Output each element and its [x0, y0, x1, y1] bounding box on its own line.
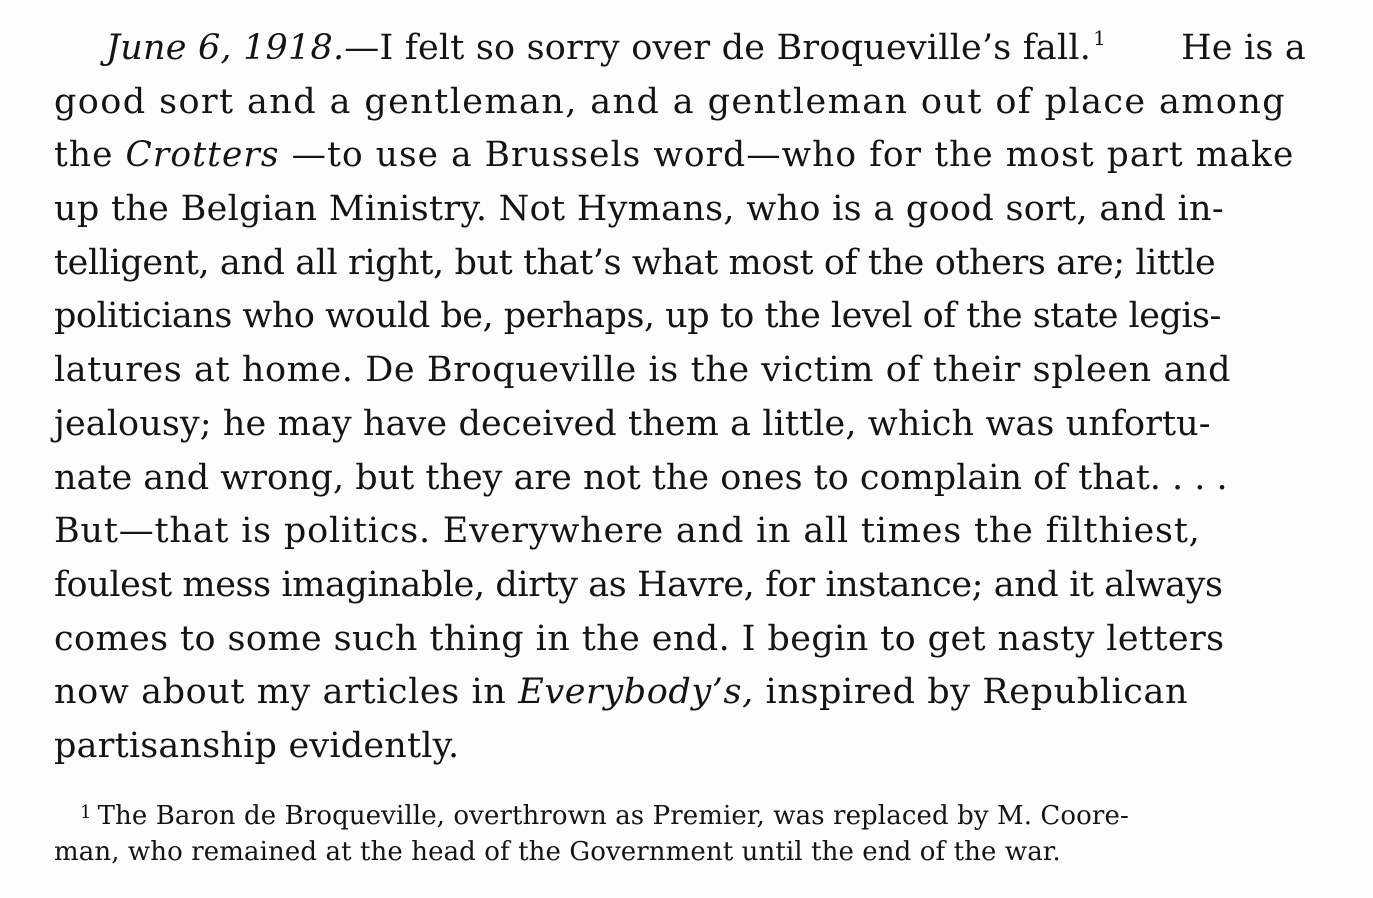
text-line-9	[54, 452, 1306, 506]
line-5-text: telligent, and all right, but that’s what most of the others are; little	[54, 242, 1216, 283]
footnote	[54, 798, 1306, 870]
line-3-lead: the	[54, 135, 114, 176]
line-10-text: But—that is politics. Everywhere and in all times the filthiest,	[54, 511, 1201, 552]
line-13-tail: inspired by Republican	[765, 672, 1189, 713]
text-line-4	[54, 183, 1306, 237]
line-13-text: now about my articles in	[54, 672, 507, 713]
text-line-5	[54, 237, 1306, 291]
crotters-word: Crotters	[125, 135, 280, 176]
text-line-7	[54, 344, 1306, 398]
line-12-text: comes to some such thing in the end. I begin to get nasty letters	[54, 618, 1225, 659]
line-9-text: nate and wrong, but they are not the ones to complain of that. . . .	[54, 457, 1228, 498]
footnote-line-1	[54, 798, 1306, 834]
footnote-line-1-text: The Baron de Broqueville, overthrown as Premier, was replaced by M. Coore-	[97, 801, 1129, 831]
text-line-11	[54, 559, 1306, 613]
line-7-text: latures at home. De Broqueville is the victim of their spleen and	[54, 350, 1232, 391]
text-line-10	[54, 505, 1306, 559]
line-3-content	[54, 129, 1294, 183]
line-3-text: —to use a Brussels word—who for the most part make	[279, 135, 1295, 176]
line-1-start	[106, 22, 1106, 76]
text-line-8	[54, 398, 1306, 452]
line-1-text: —I felt so sorry over de Broqueville’s fall.	[344, 28, 1092, 68]
text-line-13	[54, 666, 1306, 720]
line-1-tail: He is a	[1181, 28, 1306, 68]
line-6-text: politicians who would be, perhaps, up to the level of the state legis-	[54, 296, 1221, 337]
footnote-line-1-content	[80, 798, 1129, 834]
line-8-text: jealousy; he may have deceived them a little, which was unfortu-	[54, 403, 1211, 444]
footnote-marker: 1	[80, 802, 92, 823]
footnote-reference: 1	[1093, 26, 1107, 50]
line-4-text: up the Belgian Ministry. Not Hymans, who is a good sort, and in-	[54, 189, 1224, 230]
diary-entry	[54, 22, 1306, 774]
text-line-3	[54, 129, 1306, 183]
everybodys-magazine: Everybody’s,	[518, 672, 754, 713]
footnote-line-2	[54, 834, 1306, 870]
line-14-text: partisanship evidently.	[54, 725, 460, 766]
text-line-2	[54, 76, 1306, 130]
line-2-text: good sort and a gentleman, and a gentleman out of place among	[54, 81, 1287, 122]
line-13-content	[54, 666, 1188, 720]
footnote-line-2-text: man, who remained at the head of the Government until the end of the war.	[54, 837, 1061, 867]
entry-date: June 6, 1918.	[106, 28, 345, 68]
text-line-6	[54, 290, 1306, 344]
text-line-12	[54, 613, 1306, 667]
line-11-text: foulest mess imaginable, dirty as Havre, for instance; and it always	[54, 564, 1223, 605]
text-line-14	[54, 720, 1306, 774]
text-line-1	[54, 22, 1306, 76]
